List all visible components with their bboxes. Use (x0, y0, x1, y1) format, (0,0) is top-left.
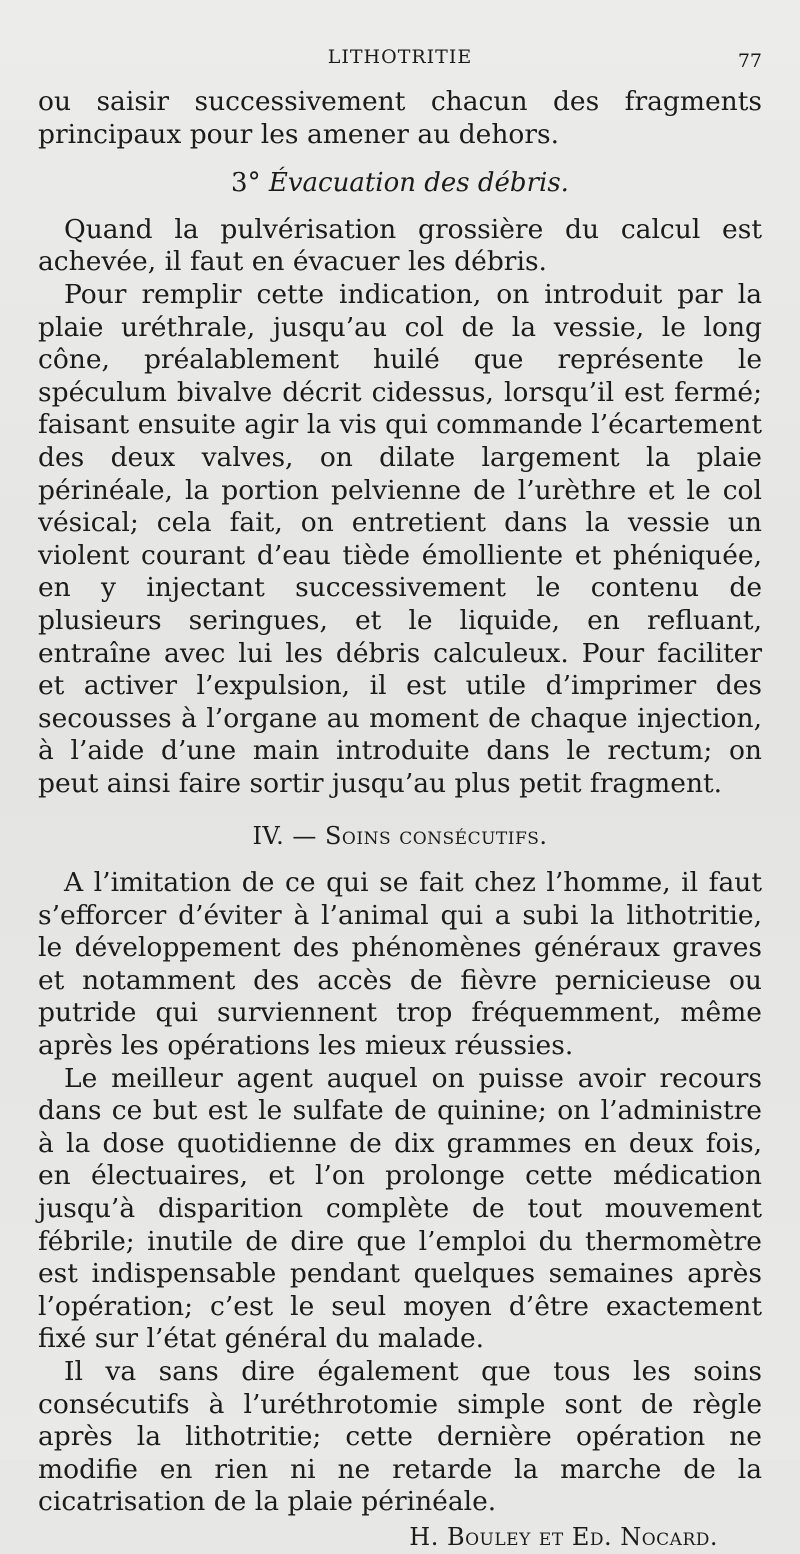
page-header (0, 46, 800, 76)
author-signature: H. Bouley et Ed. Nocard. (409, 1522, 718, 1551)
paragraph: A l’imitation de ce qui se fait chez l’homme, il faut s’efforcer d’éviter à l’animal qui a subi la lithotritie, le développement des phénomènes généraux graves et notamment des accès de fièvre pernicieuse ou putride qui surviennent trop fréquemment, même après les opérations les mieux réussies. (38, 867, 762, 1062)
paragraph: Le meilleur agent auquel on puisse avoir recours dans ce but est le sulfate de quinine; on l’administre à la dose quotidienne de dix grammes en deux fois, en électuaires, et l’on prolonge cette médication jusqu’à disparition complète de tout mouvement fébrile; inutile de dire que l’emploi du thermomètre est indispensable pendant quelques semaines après l’opération; c’est le seul moyen d’être exactement fixé sur l’état général du malade. (38, 1062, 762, 1355)
paragraph: Pour remplir cette indication, on introduit par la plaie uréthrale, jusqu’au col de la vessie, le long cône, préalablement huilé que représente le spéculum bivalve décrit cidessus, lorsqu’il est fermé; faisant ensuite agir la vis qui commande l’écartement des deux valves, on dilate largement la plaie périnéale, la portion pelvienne de l’urèthre et le col vésical; cela fait, on entretient dans la vessie un violent courant d’eau tiède émolliente et phéniquée, en y injectant successivement le contenu de plusieurs seringues, et le liquide, en refluant, entraîne avec lui les débris calculeux. Pour faciliter et activer l’expulsion, il est utile d’imprimer des secousses à l’organe au moment de chaque injection, à l’aide d’une main introduite dans le rectum; on peut ainsi faire sortir jusqu’au plus petit fragment. (38, 278, 762, 799)
section-number: IV. — (252, 822, 317, 851)
paragraph-continuation: ou saisir successivement chacun des fragments principaux pour les amener au dehors. (38, 86, 762, 150)
section-heading-soins (38, 820, 762, 853)
page-number: 77 (737, 50, 762, 72)
section-title-evacuation (38, 167, 762, 200)
running-title: LITHOTRITIE (327, 46, 473, 68)
paragraph: Quand la pulvérisation grossière du calcul est achevée, il faut en évacuer les débris. (38, 213, 762, 278)
section-heading-text: Soins consécutifs. (324, 822, 548, 851)
section-title-text: Évacuation des débris. (268, 168, 569, 199)
body-text (38, 86, 762, 1554)
paragraph: Il va sans dire également que tous les soins consécutifs à l’uréthrotomie simple sont de règle après la lithotritie; cette dernière opération ne modifie en rien ni ne retarde la marche de la cicatrisation de la plaie périnéale. (38, 1355, 762, 1518)
section-number: 3° (231, 168, 261, 199)
